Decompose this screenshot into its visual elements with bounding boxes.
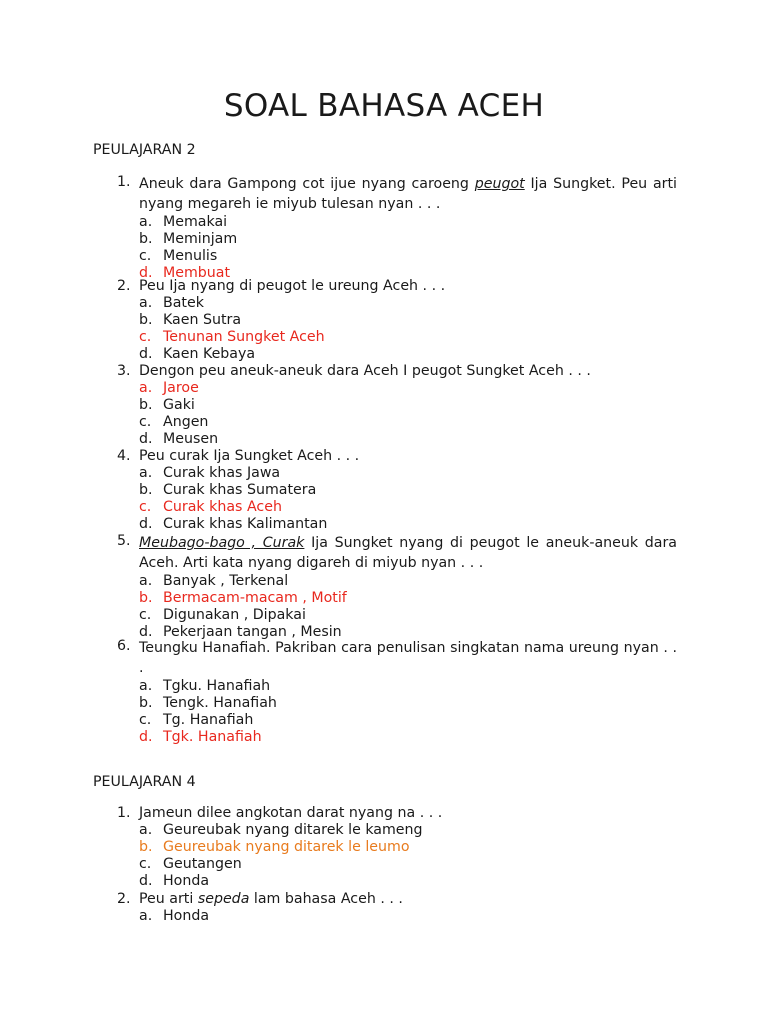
question-text: Peu curak Ija Sungket Aceh . . . xyxy=(139,448,360,464)
question-number: 5. xyxy=(117,533,131,549)
answer-option: d. Membuat xyxy=(139,265,231,281)
option-item: a. Memakai xyxy=(139,214,228,230)
option-item: c. Geutangen xyxy=(139,856,242,872)
question-number: 3. xyxy=(117,363,131,379)
underlined-term: Meubago-bago , Curak xyxy=(139,535,305,551)
option-item: b. Kaen Sutra xyxy=(139,312,242,328)
question-number: 4. xyxy=(117,448,131,464)
question-item xyxy=(117,891,677,925)
option-item: a. Tgku. Hanafiah xyxy=(139,678,271,694)
question-number: 2. xyxy=(117,278,131,294)
option-item: a. Banyak , Terkenal xyxy=(139,573,289,589)
question-item xyxy=(117,174,677,282)
question-text: Teungku Hanafiah. Pakriban cara penulisan singkatan nama ureung nyan . . . xyxy=(139,640,677,676)
section-heading: PEULAJARAN 4 xyxy=(93,774,196,790)
option-item: b. Curak khas Sumatera xyxy=(139,482,317,498)
option-list xyxy=(117,214,677,282)
answer-option: c. Curak khas Aceh xyxy=(139,499,282,515)
option-list xyxy=(117,465,677,533)
option-item: c. Tg. Hanafiah xyxy=(139,712,254,728)
question-text: Jameun dilee angkotan darat nyang na . . . xyxy=(139,805,443,821)
question-text: Dengon peu aneuk-aneuk dara Aceh I peugot Sungket Aceh . . . xyxy=(139,363,591,379)
italic-term: sepeda xyxy=(197,891,250,907)
option-item: c. Digunakan , Dipakai xyxy=(139,607,306,623)
question-item xyxy=(117,278,677,363)
option-item: c. Angen xyxy=(139,414,209,430)
option-item: b. Gaki xyxy=(139,397,195,413)
question-number: 6. xyxy=(117,638,131,654)
section-heading: PEULAJARAN 2 xyxy=(93,142,196,158)
option-list xyxy=(117,380,677,448)
question-text: Peu arti sepeda lam bahasa Aceh . . . xyxy=(139,891,403,907)
option-list xyxy=(117,573,677,641)
question-item xyxy=(117,638,677,746)
question-item xyxy=(117,533,677,641)
option-list xyxy=(117,908,677,925)
question-item xyxy=(117,363,677,448)
question-item xyxy=(117,448,677,533)
question-text: Peu Ija nyang di peugot le ureung Aceh . . . xyxy=(139,278,446,294)
document-title: SOAL BAHASA ACEH xyxy=(223,88,545,124)
answer-option: b. Bermacam-macam , Motif xyxy=(139,590,347,606)
option-list xyxy=(117,678,677,746)
question-number: 1. xyxy=(117,805,131,821)
option-item: d. Honda xyxy=(139,873,210,889)
question-number: 1. xyxy=(117,174,131,190)
option-item: a. Geureubak nyang ditarek le kameng xyxy=(139,822,423,838)
option-item: b. Meminjam xyxy=(139,231,238,247)
option-item: d. Meusen xyxy=(139,431,219,447)
question-text: Aneuk dara Gampong cot ijue nyang caroeng peugot Ija Sungket. Peu arti nyang megareh ie miyub tulesan nyan . . . xyxy=(139,176,677,212)
answer-option: b. Geureubak nyang ditarek le leumo xyxy=(139,839,410,855)
answer-option: c. Tenunan Sungket Aceh xyxy=(139,329,325,345)
answer-option: d. Tgk. Hanafiah xyxy=(139,729,262,745)
question-item xyxy=(117,805,677,890)
option-item: a. Curak khas Jawa xyxy=(139,465,281,481)
underlined-term: peugot xyxy=(474,176,525,192)
question-text: Meubago-bago , Curak Ija Sungket nyang di peugot le aneuk-aneuk dara Aceh. Arti kata nyang digareh di miyub nyan . . . xyxy=(139,535,677,571)
option-list xyxy=(117,822,677,890)
option-item: a. Batek xyxy=(139,295,204,311)
question-number: 2. xyxy=(117,891,131,907)
option-item: b. Tengk. Hanafiah xyxy=(139,695,277,711)
option-item: a. Honda xyxy=(139,908,210,924)
option-list xyxy=(117,295,677,363)
option-item: d. Kaen Kebaya xyxy=(139,346,256,362)
option-item: c. Menulis xyxy=(139,248,218,264)
answer-option: a. Jaroe xyxy=(139,380,199,396)
option-item: d. Pekerjaan tangan , Mesin xyxy=(139,624,342,640)
option-item: d. Curak khas Kalimantan xyxy=(139,516,328,532)
